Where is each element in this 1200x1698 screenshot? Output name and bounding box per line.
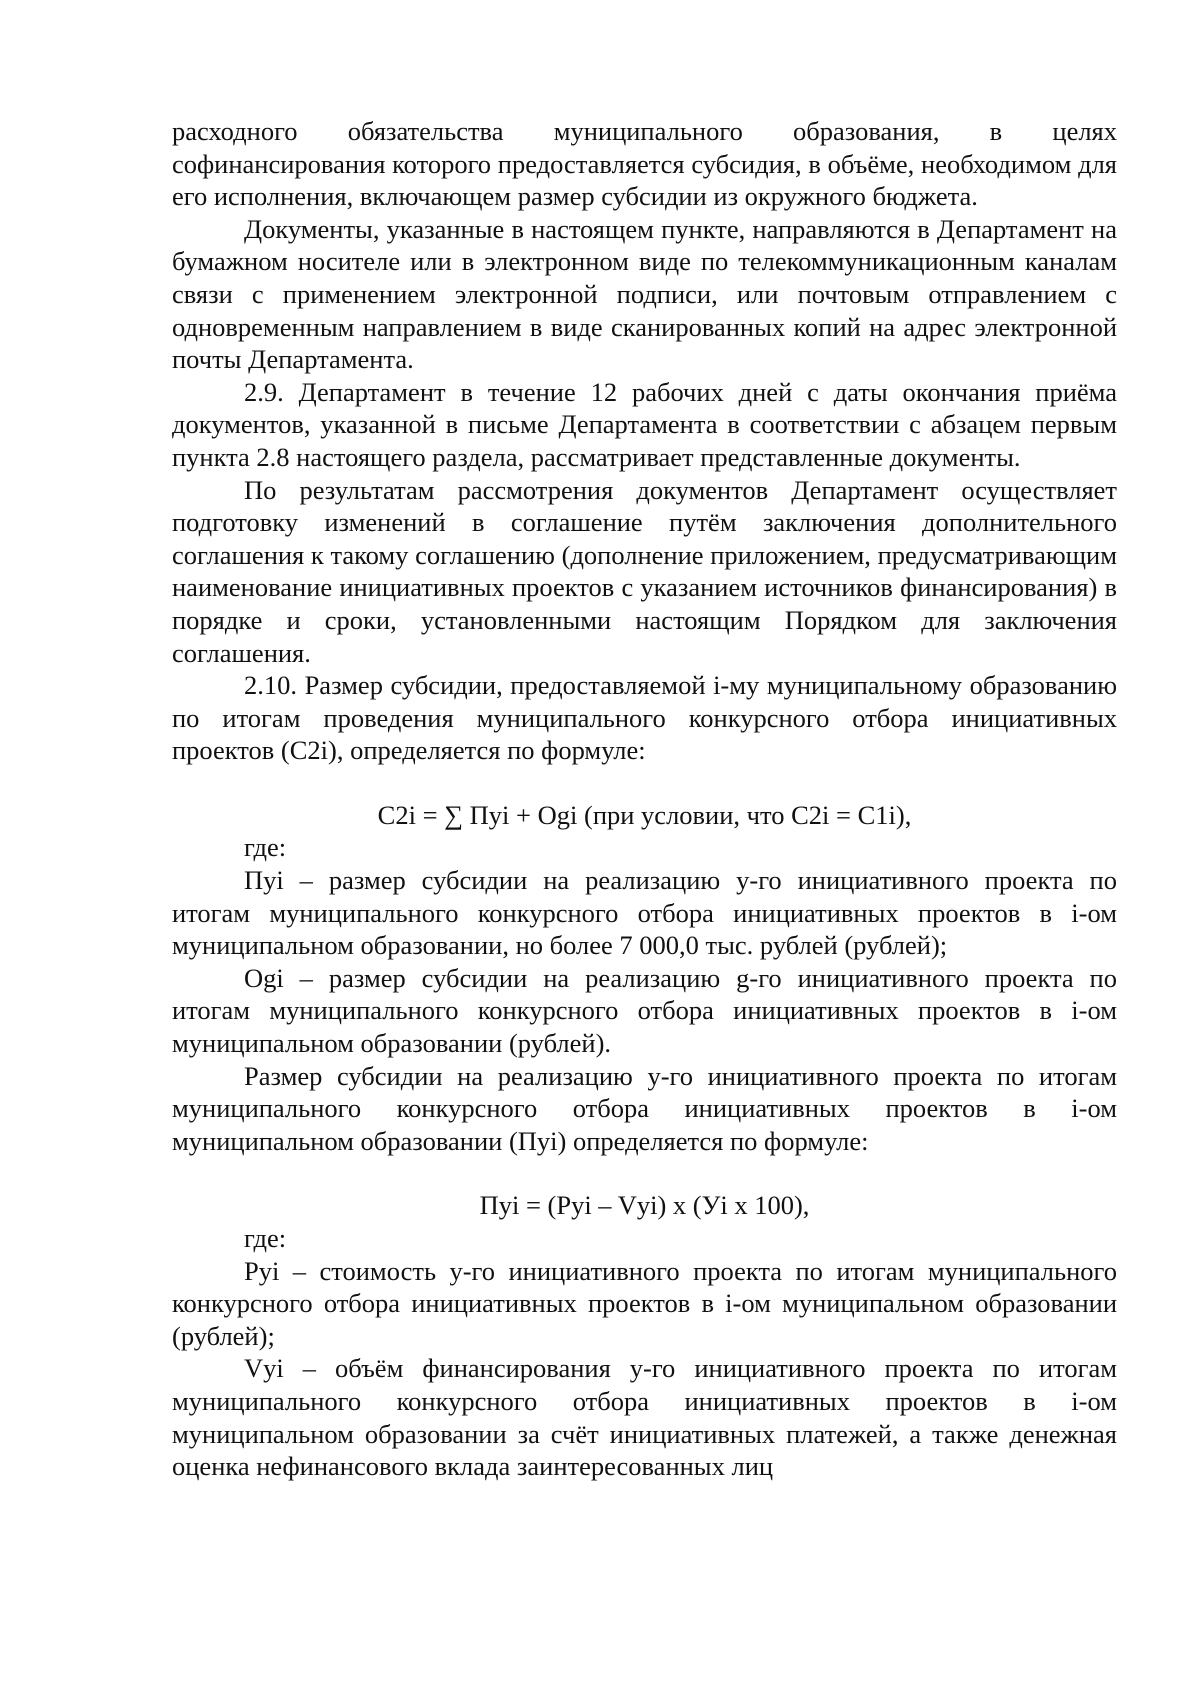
where-label-2: где: (244, 1223, 287, 1253)
paragraph-pui-formula-intro: Размер субсидии на реализацию у-го инициативного проекта по итогам муниципального конкурсного отбора инициативных проектов в i-ом муниципальном образовании (Пуi) определяется по формуле: (172, 1060, 1117, 1156)
paragraph-pyi-definition: Руi – стоимость у-го инициативного проекта по итогам муниципального конкурсного отбора инициативных проектов в i-ом муниципальном образовании (рублей); (172, 1255, 1117, 1351)
paragraph-vyi-definition: Vуi – объём финансирования у-го инициативного проекта по итогам муниципального конкурсного отбора инициативных проектов в i-ом муниципальном образовании за счёт инициативных платежей, а также денежная оценка нефинансового вклада заинтересованных лиц (172, 1353, 1117, 1482)
formula-pui: Пуi = (Руi – Vуi) х (Уi х 100), (479, 1190, 810, 1221)
where-label-1: где: (244, 832, 287, 863)
paragraph-ogi-definition: Ogi – размер субсидии на реализацию g-го инициативного проекта по итогам муниципального конкурсного отбора инициативных проектов в i-ом муниципальном образовании (рублей). (172, 962, 1117, 1059)
paragraph-2-10: 2.10. Размер субсидии, предоставляемой i-му муниципальному образованию по итогам проведения муниципального конкурсного отбора инициативных проектов (С2i), определяется по формуле: (172, 670, 1117, 766)
paragraph-documents-submission: Документы, указанные в настоящем пункте, направляются в Департамент на бумажном носителе или в электронном виде по телекоммуникационным каналам связи с применением электронной подписи, или почтовым отправлением с одновременным направлением в виде сканированных копий на адрес электронной почты Департамента. (172, 213, 1117, 375)
paragraph-pui-definition: Пуi – размер субсидии на реализацию у-го инициативного проекта по итогам муниципального конкурсного отбора инициативных проектов в i-ом муниципальном образовании, но более 7 000,0 тыс. рублей (рублей); (172, 865, 1117, 961)
formula-c2i: С2i = ∑ Пуi + Оgi (при условии, что С2i = С1i), (377, 799, 912, 830)
paragraph-obligation: расходного обязательства муниципального образования, в целях софинансирования которого предоставляется субсидия, в объёме, необходимом для его исполнения, включающем размер субсидии из окружного бюджета. (172, 116, 1117, 212)
document-page (172, 115, 1117, 1483)
paragraph-2-9: 2.9. Департамент в течение 12 рабочих дней с даты окончания приёма документов, указанной в письме Департамента в соответствии с абзацем первым пункта 2.8 настоящего раздела, рассматривает представленные документы. (172, 376, 1117, 472)
paragraph-review-results: По результатам рассмотрения документов Департамент осуществляет подготовку изменений в соглашение путём заключения дополнительного соглашения к такому соглашению (дополнение приложением, предусматривающим наименование инициативных проектов с указанием источников финансирования) в порядке и сроки, установленными настоящим Порядком для заключения соглашения. (172, 474, 1117, 668)
